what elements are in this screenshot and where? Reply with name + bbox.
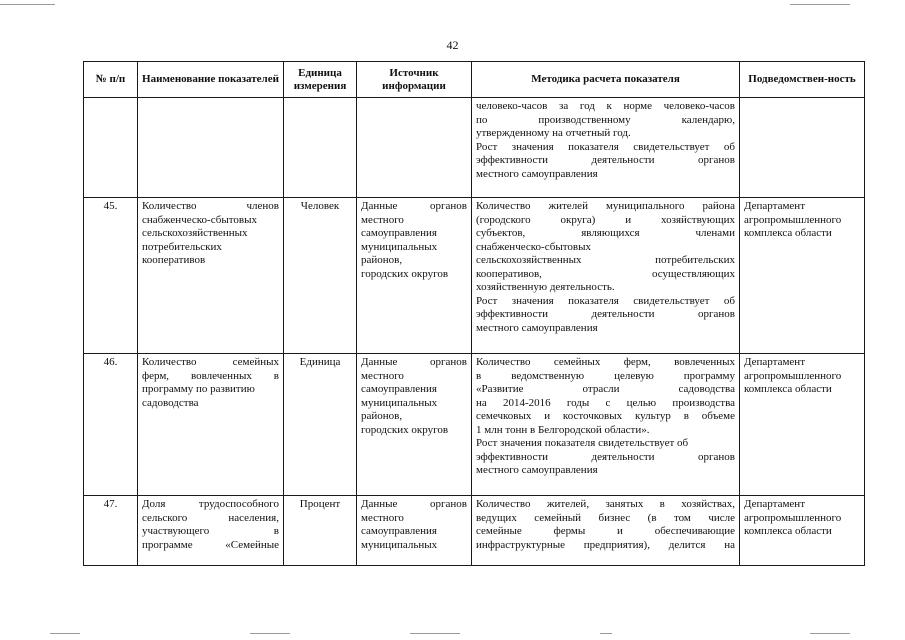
source-cell — [357, 496, 472, 566]
text-line: человеко-часов за год к норме человеко-часов — [476, 100, 735, 112]
text-line: местного самоуправления — [476, 167, 598, 180]
text-line: снабженческо-сбытовых — [142, 213, 257, 226]
scan-mark — [810, 633, 850, 634]
text-line: утвержденному на отчетный год. — [476, 127, 631, 139]
text-line: Рост значения показателя свидетельствует об — [476, 294, 735, 307]
text-line: программу по развитию — [142, 383, 255, 395]
text-line: 1 млн тонн в Белгородской области». — [476, 423, 650, 436]
text-line: семейные фермы и обеспечивающие — [476, 525, 735, 537]
text-line: муниципальных — [361, 396, 438, 409]
text-line: городских округов — [361, 423, 449, 436]
header-method: Методика расчета показателя — [472, 62, 740, 98]
text-line: потребительских — [142, 240, 222, 253]
text-line: сельского населения, — [142, 511, 279, 524]
text-line: Количество жителей муниципального района — [476, 200, 735, 212]
method-cell — [472, 354, 740, 496]
method-cell — [472, 98, 740, 198]
text-line: местного — [361, 511, 404, 524]
cell-empty — [740, 98, 865, 198]
table-row — [84, 198, 865, 354]
row-number: 46. — [84, 354, 138, 496]
unit-cell: Процент — [284, 496, 357, 566]
name-cell — [138, 198, 284, 354]
name-cell — [138, 354, 284, 496]
table-row — [84, 354, 865, 496]
scan-mark — [0, 4, 55, 5]
text-line: Рост значения показателя свидетельствует об — [476, 140, 735, 153]
text-line: ведущих семейный бизнес (в том числе — [476, 511, 735, 524]
text-line: семечковых и косточковых культур в объеме — [476, 410, 735, 422]
text-line: агропромышленного — [744, 511, 842, 524]
text-line: (городского округа) и хозяйствующих — [476, 213, 735, 226]
cell-empty — [284, 98, 357, 198]
indicators-table — [83, 61, 865, 566]
cell-empty — [357, 98, 472, 198]
text-line: Доля трудоспособного — [142, 498, 279, 510]
text-line: местного — [361, 369, 404, 382]
text-line: Департамент — [744, 356, 806, 368]
text-line: в ведомственную целевую программу — [476, 369, 735, 382]
text-line: районов, — [361, 254, 403, 266]
text-line: ферм, вовлеченных в — [142, 369, 279, 382]
header-row — [84, 62, 865, 98]
table-row — [84, 496, 865, 566]
text-line: агропромышленного — [744, 213, 842, 226]
text-line: Рост значения показателя свидетельствует об — [476, 437, 689, 449]
text-line: эффективности деятельности органов — [476, 450, 735, 463]
text-line: по производственному календарю, — [476, 113, 735, 126]
table-row-continuation — [84, 98, 865, 198]
text-line: местного самоуправления — [476, 321, 598, 334]
scan-mark — [410, 633, 460, 634]
cell-empty — [138, 98, 284, 198]
text-line: муниципальных — [361, 240, 438, 253]
text-line: районов, — [361, 410, 403, 422]
text-line: хозяйственную деятельность. — [476, 281, 615, 293]
text-line: участвующего в — [142, 525, 279, 537]
scan-mark — [600, 633, 612, 634]
text-line: инфраструктурные предприятия), делится на — [476, 538, 735, 551]
text-line: местного самоуправления — [476, 464, 598, 476]
header-name: Наименование показателей — [138, 62, 284, 98]
text-line: Департамент — [744, 200, 806, 212]
source-cell — [357, 198, 472, 354]
scan-mark — [50, 633, 80, 634]
text-line: субъектов, являющихся членами — [476, 227, 735, 239]
name-cell — [138, 496, 284, 566]
source-cell — [357, 354, 472, 496]
text-line: снабженческо-сбытовых — [476, 240, 591, 253]
text-line: Данные органов — [361, 498, 467, 510]
scan-mark — [250, 633, 290, 634]
text-line: самоуправления — [361, 227, 437, 239]
text-line: садоводства — [142, 396, 199, 409]
text-line: эффективности деятельности органов — [476, 308, 735, 320]
dept-cell — [740, 198, 865, 354]
header-dept: Подведомствен-ность — [740, 62, 865, 98]
text-line: кооперативов — [142, 254, 206, 266]
text-line: Количество семейных ферм, вовлеченных — [476, 356, 735, 368]
method-cell — [472, 496, 740, 566]
text-line: комплекса области — [744, 383, 832, 395]
row-number: 47. — [84, 496, 138, 566]
unit-cell: Единица — [284, 354, 357, 496]
text-line: местного — [361, 213, 404, 226]
text-line: сельскохозяйственных — [142, 227, 248, 239]
cell-empty — [84, 98, 138, 198]
text-line: комплекса области — [744, 525, 832, 537]
header-source: Источник информации — [357, 62, 472, 98]
header-num: № п/п — [84, 62, 138, 98]
method-cell — [472, 198, 740, 354]
text-line: городских округов — [361, 267, 449, 280]
text-line: Данные органов — [361, 200, 467, 212]
dept-cell — [740, 496, 865, 566]
text-line: комплекса области — [744, 227, 832, 239]
page-number: 42 — [446, 38, 459, 52]
header-unit: Единица измерения — [284, 62, 357, 98]
unit-cell: Человек — [284, 198, 357, 354]
text-line: программе «Семейные — [142, 538, 279, 551]
text-line: Количество членов — [142, 200, 279, 212]
text-line: «Развитие отрасли садоводства — [476, 383, 735, 395]
text-line: эффективности деятельности органов — [476, 154, 735, 166]
text-line: Количество жителей, занятых в хозяйствах, — [476, 498, 735, 510]
text-line: муниципальных — [361, 538, 438, 551]
text-line: агропромышленного — [744, 369, 842, 382]
text-line: самоуправления — [361, 383, 437, 395]
text-line: Данные органов — [361, 356, 467, 368]
text-line: Количество семейных — [142, 356, 279, 368]
text-line: сельскохозяйственных потребительских — [476, 254, 735, 266]
text-line: Департамент — [744, 498, 806, 510]
text-line: на 2014-2016 годы с целью производства — [476, 396, 735, 409]
text-line: кооперативов, осуществляющих — [476, 267, 735, 280]
text-line: самоуправления — [361, 525, 437, 537]
scan-mark — [790, 4, 850, 5]
row-number: 45. — [84, 198, 138, 354]
dept-cell — [740, 354, 865, 496]
